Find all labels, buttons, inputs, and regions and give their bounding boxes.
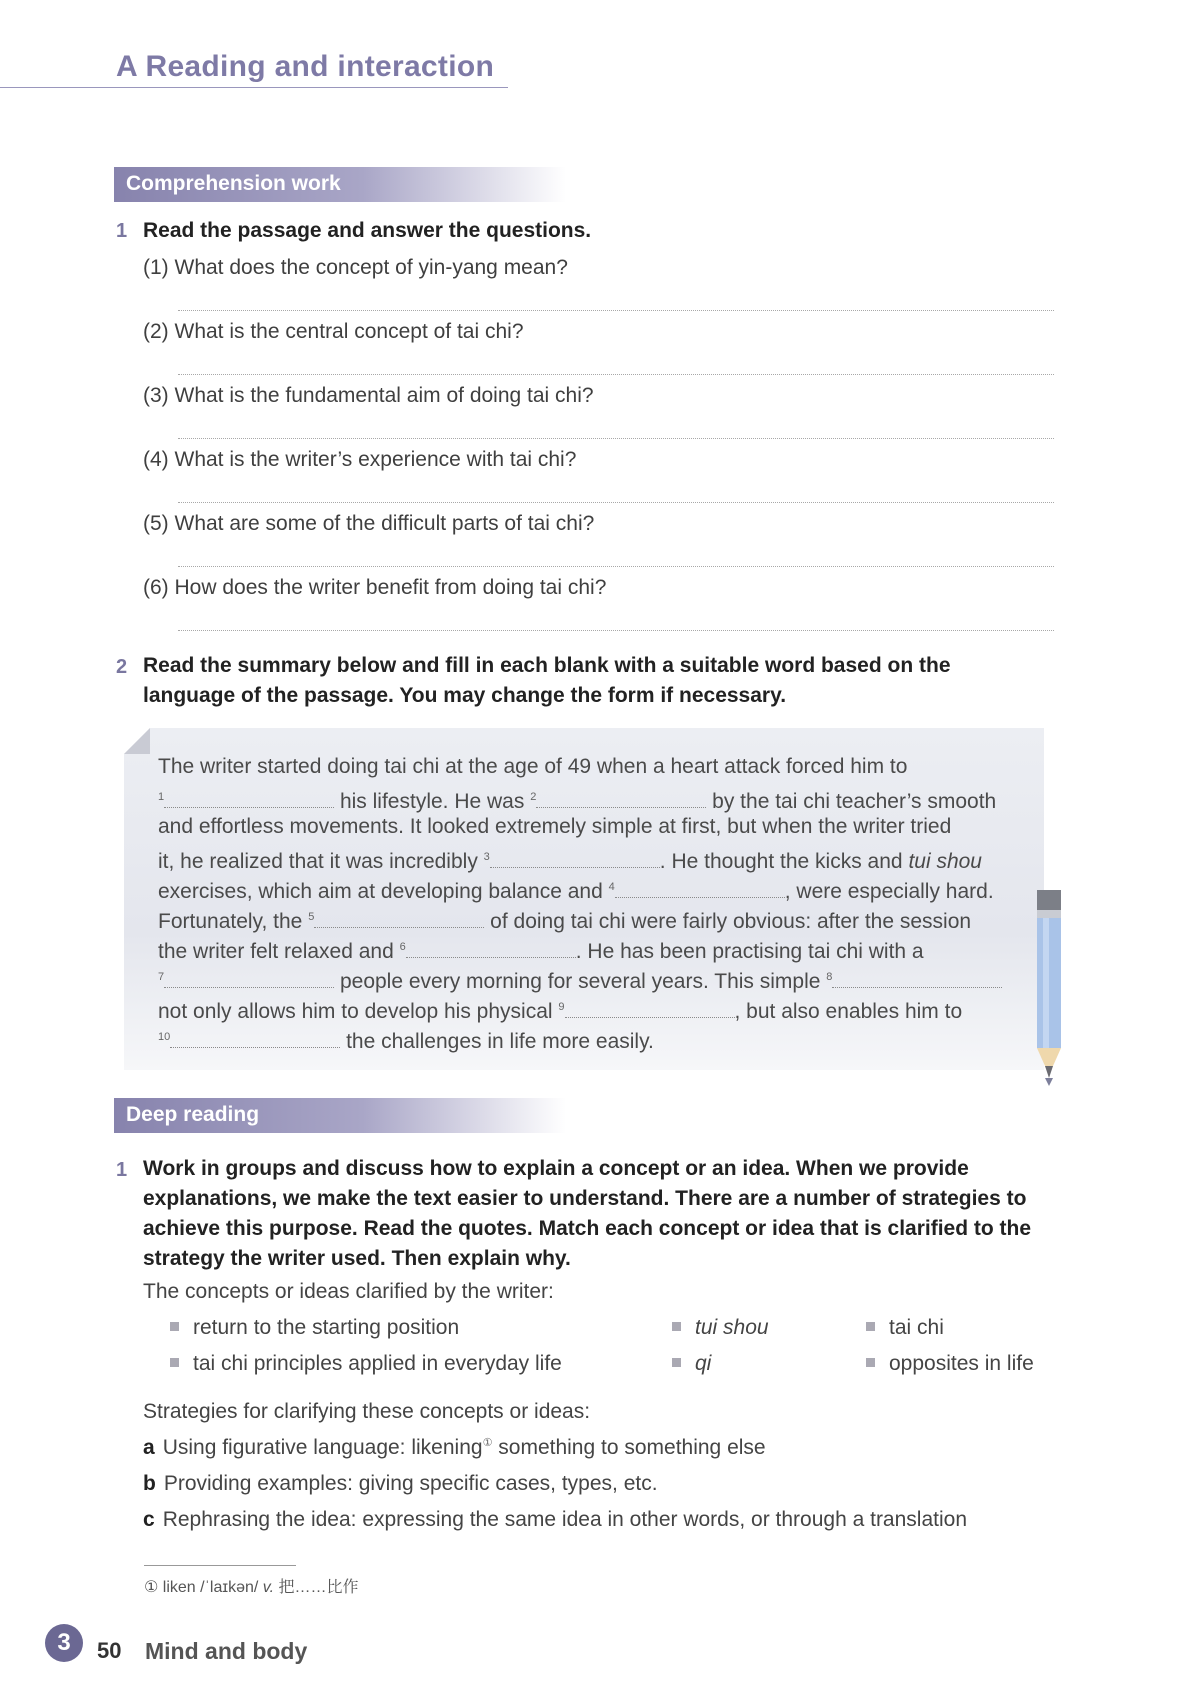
summary-line-4a: it, he realized that it was incredibly [158, 850, 484, 873]
strategy-b [143, 1472, 658, 1496]
bullet-square-icon [672, 1322, 681, 1331]
summary-line-6b: of doing tai chi were fairly obvious: after the session [484, 910, 972, 933]
summary-blank-7[interactable] [164, 969, 334, 988]
summary-line-9b: , but also enables him to [734, 1000, 963, 1023]
page-number: 50 [97, 1638, 122, 1663]
concept-item [866, 1316, 944, 1340]
comprehension-work-band [114, 167, 566, 202]
question-2: (2) What is the central concept of tai chi? [143, 320, 524, 343]
deep-task1-instruction-line4: strategy the writer used. Then explain why. [143, 1247, 571, 1270]
question-5: (5) What are some of the difficult parts of tai chi? [143, 512, 595, 535]
deep-task1-instruction-line3: achieve this purpose. Read the quotes. Match each concept or idea that is clarified to the [143, 1217, 1032, 1240]
answer-line-2[interactable] [178, 374, 1054, 375]
concept-text: return to the starting position [193, 1316, 460, 1339]
answer-line-5[interactable] [178, 566, 1054, 567]
blank-number-6: 6 [399, 941, 406, 953]
answer-line-3[interactable] [178, 438, 1054, 439]
question-1: (1) What does the concept of yin-yang mean? [143, 256, 568, 279]
strategies-label: Strategies for clarifying these concepts or ideas: [143, 1400, 591, 1423]
question-3: (3) What is the fundamental aim of doing tai chi? [143, 384, 594, 407]
summary-line-1: The writer started doing tai chi at the age of 49 when a heart attack forced him to [158, 755, 908, 778]
question-4: (4) What is the writer’s experience with tai chi? [143, 448, 577, 471]
blank-number-5: 5 [308, 911, 315, 923]
deep-reading-band [114, 1098, 566, 1133]
pencil-icon [1034, 890, 1064, 1090]
task1-number: 1 [116, 220, 128, 242]
footnote-pos: v. [262, 1579, 275, 1596]
footnote-mark: ① [144, 1579, 159, 1596]
footnote-gloss: 把……比作 [278, 1579, 359, 1596]
footnote [144, 1574, 359, 1597]
deep-task1-number: 1 [116, 1159, 128, 1181]
concepts-label: The concepts or ideas clarified by the writer: [143, 1280, 554, 1303]
summary-box-corner-shadow [124, 728, 150, 754]
summary-line-7b: . He has been practising tai chi with a [575, 940, 924, 963]
concept-text: tai chi principles applied in everyday life [193, 1352, 562, 1375]
summary-line-7a: the writer felt relaxed and [158, 940, 400, 963]
title-underline [0, 87, 508, 88]
summary-line-8a: people every morning for several years. This simple [334, 970, 827, 993]
concept-item [866, 1352, 1034, 1376]
task2-instruction-line1: Read the summary below and fill in each blank with a suitable word based on the [143, 654, 951, 677]
summary-line-10 [158, 1022, 654, 1057]
summary-blank-4[interactable] [615, 879, 785, 898]
strategy-letter: c [143, 1508, 155, 1531]
strategy-letter: b [143, 1472, 156, 1495]
strategy-a [143, 1436, 766, 1460]
deep-task1-instruction-line1: Work in groups and discuss how to explain a concept or an idea. When we provide [143, 1157, 969, 1180]
strategy-text: Rephrasing the idea: expressing the same idea in other words, or through a translation [162, 1508, 967, 1531]
deep-task1-instruction-line2: explanations, we make the text easier to understand. There are a number of strategies to [143, 1187, 1027, 1210]
concept-item [672, 1316, 769, 1340]
concept-text: qi [695, 1352, 712, 1375]
footnote-marker: ① [482, 1437, 493, 1449]
concept-item [170, 1316, 459, 1340]
chapter-number-badge: 3 [45, 1624, 83, 1662]
deep-reading-label: Deep reading [126, 1103, 260, 1126]
bullet-square-icon [170, 1358, 179, 1367]
summary-blank-10[interactable] [170, 1029, 340, 1048]
summary-line-3: and effortless movements. It looked extremely simple at first, but when the writer tried [158, 815, 952, 838]
blank-number-4: 4 [608, 881, 615, 893]
bullet-square-icon [866, 1322, 875, 1331]
concept-text: tui shou [695, 1316, 769, 1339]
strategy-text: Providing examples: giving specific cases, types, etc. [163, 1472, 658, 1495]
task1-instruction: Read the passage and answer the questions. [143, 219, 592, 242]
section-title: A Reading and interaction [116, 50, 495, 83]
summary-blank-6[interactable] [406, 939, 576, 958]
footnote-rule [144, 1565, 296, 1566]
summary-line-5b: , were especially hard. [784, 880, 994, 903]
answer-line-1[interactable] [178, 310, 1054, 311]
summary-blank-5[interactable] [314, 909, 484, 928]
summary-line-2a: his lifestyle. He was [334, 790, 531, 813]
answer-line-6[interactable] [178, 630, 1054, 631]
footnote-pron: /ˈlaɪkən/ [200, 1579, 259, 1596]
strategy-text: Using figurative language: likening [162, 1436, 483, 1459]
summary-line-5a: exercises, which aim at developing balance and [158, 880, 609, 903]
summary-line-9a: not only allows him to develop his physical [158, 1000, 559, 1023]
concept-text: opposites in life [889, 1352, 1034, 1375]
footnote-word: liken [162, 1579, 196, 1596]
blank-number-10: 10 [158, 1031, 171, 1043]
blank-number-1: 1 [158, 791, 165, 803]
strategy-text-after: something to something else [492, 1436, 766, 1459]
strategy-letter: a [143, 1436, 155, 1459]
bullet-square-icon [672, 1358, 681, 1367]
concept-item [672, 1352, 711, 1376]
summary-blank-9[interactable] [565, 999, 735, 1018]
summary-blank-8[interactable] [832, 969, 1002, 988]
bullet-square-icon [866, 1358, 875, 1367]
chapter-name: Mind and body [145, 1638, 308, 1664]
answer-line-4[interactable] [178, 502, 1054, 503]
task2-number: 2 [116, 656, 128, 678]
blank-number-2: 2 [530, 791, 537, 803]
bullet-square-icon [170, 1322, 179, 1331]
concept-text: tai chi [889, 1316, 944, 1339]
strategy-c [143, 1508, 967, 1532]
summary-line-6a: Fortunately, the [158, 910, 309, 933]
blank-number-3: 3 [483, 851, 490, 863]
task2-instruction-line2: language of the passage. You may change the form if necessary. [143, 684, 787, 707]
blank-number-9: 9 [558, 1001, 565, 1013]
blank-number-8: 8 [826, 971, 833, 983]
summary-line-4b: . He thought the kicks and [659, 850, 909, 873]
summary-blank-2[interactable] [536, 789, 706, 808]
summary-blank-1[interactable] [164, 789, 334, 808]
question-6: (6) How does the writer benefit from doing tai chi? [143, 576, 607, 599]
concept-item [170, 1352, 562, 1376]
summary-line-10a: the challenges in life more easily. [340, 1030, 654, 1053]
blank-number-7: 7 [158, 971, 165, 983]
comprehension-work-label: Comprehension work [126, 172, 341, 195]
summary-term-tui-shou: tui shou [908, 850, 982, 873]
summary-blank-3[interactable] [490, 849, 660, 868]
summary-line-2b: by the tai chi teacher’s smooth [706, 790, 997, 813]
